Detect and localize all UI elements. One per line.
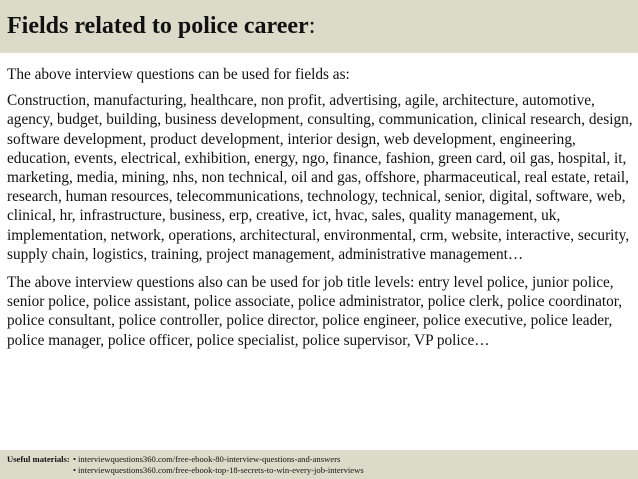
intro-text: The above interview questions can be used for fields as:: [7, 66, 350, 83]
useful-materials: [7, 454, 364, 475]
useful-materials-label: [7, 454, 73, 465]
footer-row-2: [7, 465, 364, 476]
bullet-icon: •: [73, 464, 77, 475]
page-title-colon: :: [308, 13, 316, 39]
slide-content: [7, 65, 633, 350]
footer-link-2[interactable]: interviewquestions360.com/free-ebook-top-18-secrets-to-win-every-job-interviews: [78, 464, 364, 475]
page-title: [7, 12, 315, 40]
job-levels-paragraph: The above interview questions also can be used for job title levels: entry level police, junior police, senior police, police assistant, police associate, police administrator, police clerk, police coordinator, police consultant, police controller, police director, police engineer, police executive, police leader, police manager, police officer, police specialist, police supervisor, VP police…: [7, 274, 623, 349]
footer-link-1[interactable]: interviewquestions360.com/free-ebook-80-interview-questions-and-answers: [78, 454, 341, 464]
title-bar: [0, 0, 638, 53]
footer-indent: [7, 465, 73, 476]
fields-list-paragraph: Construction, manufacturing, healthcare, non profit, advertising, agile, architecture, automotive, agency, budget, building, business development, consulting, communication, clinical research, design, software development, product development, interior design, web development, engineering, education, events, electrical, exhibition, energy, ngo, finance, fashion, green card, oil gas, hospital, it, marketing, media, mining, nhs, non technical, oil and gas, offshore, pharmaceutical, real estate, retail, research, human resources, telecommunications, technology, technical, senior, digital, software, web, clinical, hr, infrastructure, business, erp, creative, ict, hvac, sales, quality management, uk, implementation, network, operations, architectural, environmental, crm, website, interactive, security, supply chain, logistics, training, project management, administrative management…: [7, 92, 633, 263]
bullet-icon: •: [73, 454, 77, 464]
footer-row-1: [7, 454, 364, 465]
footer-bar: [0, 450, 638, 479]
useful-materials-colon: :: [66, 454, 70, 464]
useful-materials-label-text: Useful materials: [7, 454, 67, 464]
page-title-text: Fields related to police career: [7, 13, 309, 39]
